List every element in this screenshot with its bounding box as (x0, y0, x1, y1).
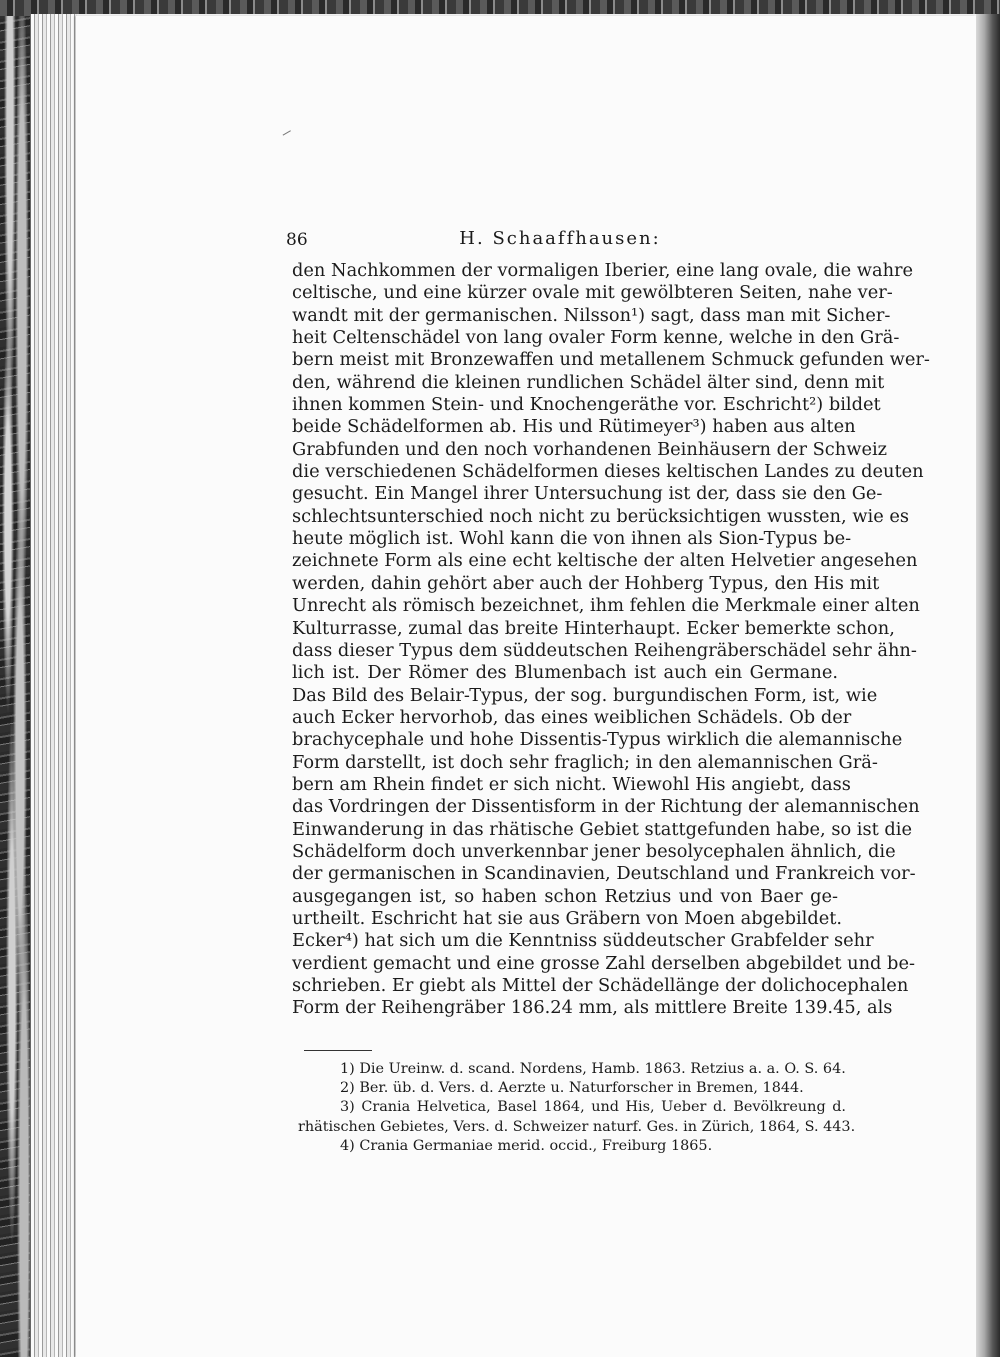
page-gutter-shadow (976, 14, 1000, 1357)
text-line: beide Schädelformen ab. His und Rütimeyer³) haben aus alten (292, 416, 856, 438)
text-line: schrieben. Er giebt als Mittel der Schädellänge der dolichocephalen (292, 975, 909, 996)
text-line: Einwanderung in das rhätische Gebiet stattgefunden habe, so ist die (292, 818, 913, 840)
footnote-1: 1) Die Ureinw. d. scand. Nordens, Hamb. 1863. Retzius a. a. O. S. 64. (340, 1061, 846, 1077)
text-line: den, während die kleinen rundlichen Schädel älter sind, denn mit (292, 371, 885, 393)
text-line: gesucht. Ein Mangel ihrer Untersuchung ist der, dass sie den Ge- (292, 483, 883, 505)
text-line: schlechtsunterschied noch nicht zu berücksichtigen wussten, wie es (292, 505, 910, 527)
pencil-mark (283, 130, 295, 141)
text-line: Ecker⁴) hat sich um die Kenntniss süddeutscher Grabfelder sehr (292, 930, 874, 952)
text-line: den Nachkommen der vormaligen Iberier, eine lang ovale, die wahre (292, 260, 914, 281)
footnote-3: 3) Crania Helvetica, Basel 1864, und His, Ueber d. Bevölkreung d. (340, 1099, 846, 1116)
footnote-rule (304, 1050, 372, 1051)
marbled-cover-edge (0, 0, 34, 1357)
text-line: Form darstellt, ist doch sehr fraglich; in den alemannischen Grä- (292, 751, 878, 773)
footnote-2: 2) Ber. üb. d. Vers. d. Aerzte u. Naturforscher in Bremen, 1844. (340, 1080, 804, 1097)
text-line: bern am Rhein findet er sich nicht. Wiewohl His angiebt, dass (292, 773, 851, 795)
text-line: die verschiedenen Schädelformen dieses keltischen Landes zu deuten (292, 461, 924, 483)
text-line: Grabfunden und den noch vorhandenen Beinhäusern der Schweiz (292, 438, 888, 460)
text-line: verdient gemacht und eine grosse Zahl derselben abgebildet und be- (292, 952, 915, 974)
footnote-4: 4) Crania Germaniae merid. occid., Freiburg 1865. (340, 1137, 713, 1154)
book-page (76, 16, 976, 1357)
text-line: auch Ecker hervorhob, das eines weiblichen Schädels. Ob der (292, 706, 852, 728)
text-line: Kulturrasse, zumal das breite Hinterhaupt. Ecker bemerkte schon, (292, 617, 895, 639)
text-line: zeichnete Form als eine echt keltische der alten Helvetier angesehen (292, 550, 918, 572)
text-line: ausgegangen ist, so haben schon Retzius und von Baer ge- (292, 885, 838, 907)
running-head (286, 228, 834, 254)
footnotes (298, 1060, 856, 1156)
text-line: das Vordringen der Dissentisform in der Richtung der alemannischen (292, 796, 920, 818)
text-line: wandt mit der germanischen. Nilsson¹) sagt, dass man mit Sicher- (292, 304, 891, 326)
footnote-3-continued: rhätischen Gebietes, Vers. d. Schweizer naturf. Ges. in Zürich, 1864, S. 443. (298, 1118, 856, 1135)
text-line: lich ist. Der Römer des Blumenbach ist auch ein Germane. (292, 662, 838, 684)
body-text (292, 260, 930, 1050)
text-line: werden, dahin gehört aber auch der Hohberg Typus, den His mit (292, 572, 880, 594)
text-line: Unrecht als römisch bezeichnet, ihm fehlen die Merkmale einer alten (292, 595, 920, 617)
header-title: H. Schaaffhausen: (459, 228, 661, 249)
text-line: bern meist mit Bronzewaffen und metallenem Schmuck gefunden wer- (292, 349, 930, 371)
text-line: ihnen kommen Stein- und Knochengeräthe vor. Eschricht²) bildet (292, 394, 881, 416)
text-line: heit Celtenschädel von lang ovaler Form kenne, welche in den Grä- (292, 327, 900, 349)
text-line: der germanischen in Scandinavien, Deutschland und Frankreich vor- (292, 863, 916, 885)
text-line: celtische, und eine kürzer ovale mit gewölbteren Seiten, nahe ver- (292, 282, 893, 304)
text-line: Das Bild des Belair-Typus, der sog. burgundischen Form, ist, wie (292, 684, 878, 706)
text-line: urtheilt. Eschricht hat sie aus Gräbern von Moen abgebildet. (292, 907, 843, 929)
text-line: Schädelform doch unverkennbar jener besolycephalen ähnlich, die (292, 840, 896, 862)
page-number: 86 (286, 230, 308, 250)
text-line: heute möglich ist. Wohl kann die von ihnen als Sion-Typus be- (292, 528, 852, 550)
text-line: brachycephale und hohe Dissentis-Typus wirklich die alemannische (292, 729, 903, 751)
text-line: dass dieser Typus dem süddeutschen Reihengräberschädel sehr ähn- (292, 639, 917, 661)
text-line: Form der Reihengräber 186.24 mm, als mittlere Breite 139.45, als (292, 997, 893, 1019)
